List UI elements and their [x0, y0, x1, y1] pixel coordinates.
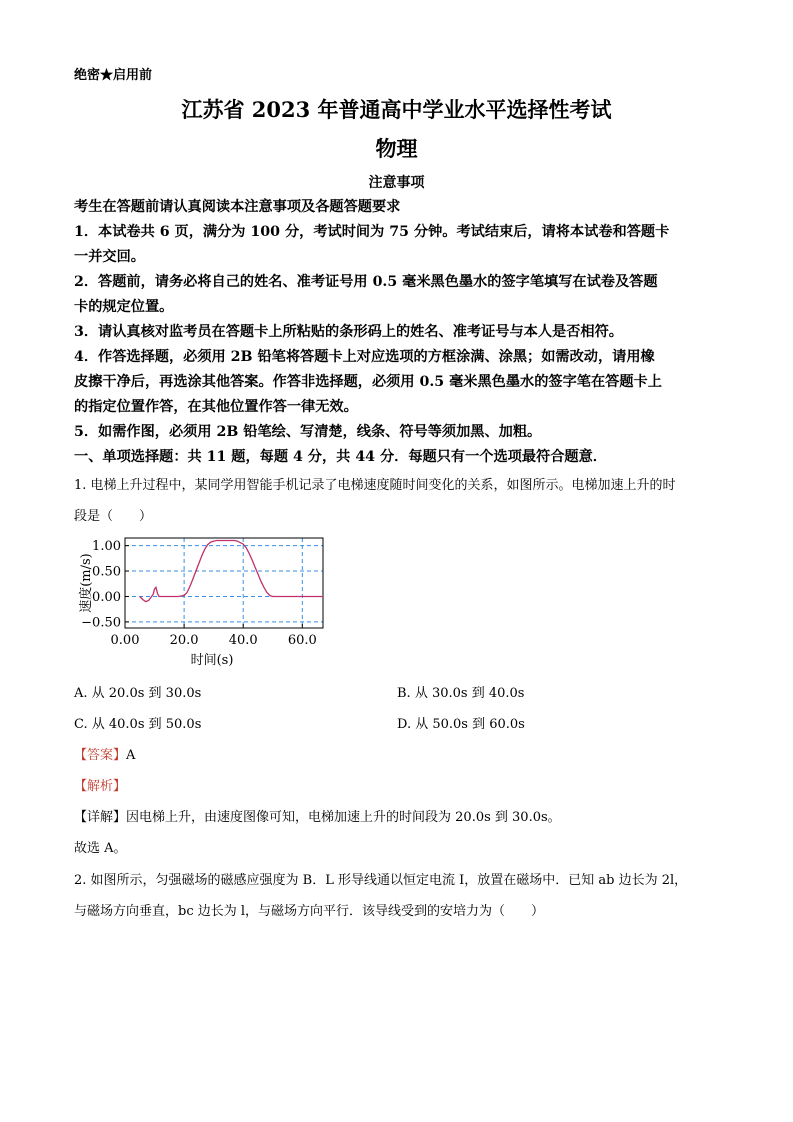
q2-stem-cont: 与磁场方向垂直，bc 边长为 l，与磁场方向平行．该导线受到的安培力为（ ） — [74, 904, 545, 919]
chart-ticks — [81, 539, 317, 648]
answer-line — [74, 744, 135, 763]
x-tick-label: 0.00 — [110, 633, 140, 648]
x-tick-label: 40.0 — [228, 633, 258, 648]
conclusion: 故选 A。 — [74, 841, 127, 856]
x-axis-label: 时间(s) — [190, 653, 234, 668]
y-tick-label: 1.00 — [92, 539, 121, 555]
option-d[interactable]: D. 从 50.0s 到 60.0s — [397, 717, 525, 732]
notice-title: 注意事项 — [368, 175, 425, 191]
plot-frame — [125, 538, 323, 628]
subject-title: 物理 — [375, 136, 418, 161]
notice-line: 4．作答选择题，必须用 2B 铅笔将答题卡上对应选项的方框涂满、涂黑；如需改动，请用橡 — [74, 349, 655, 365]
x-tick-label: 20.0 — [169, 633, 199, 648]
exam-title: 江苏省 2023 年普通高中学业水平选择性考试 — [181, 97, 612, 122]
notice-line: 1．本试卷共 6 页，满分为 100 分，考试时间为 75 分钟。考试结束后，请将本试卷和答题卡 — [74, 224, 670, 240]
notice-line: 2．答题前，请务必将自己的姓名、准考证号用 0.5 毫米黑色墨水的签字笔填写在试卷及答题 — [74, 274, 658, 290]
q1-stem: 1. 电梯上升过程中，某同学用智能手机记录了电梯速度随时间变化的关系，如图所示。电梯加速上升的时 — [74, 478, 676, 493]
detail-text: 因电梯上升，由速度图像可知，电梯加速上升的时间段为 20.0s 到 30.0s。 — [126, 810, 561, 825]
q1-stem-cont: 段是（ ） — [74, 509, 153, 524]
answer-value: A — [126, 748, 136, 763]
notice-line: 考生在答题前请认真阅读本注意事项及各题答题要求 — [74, 199, 401, 215]
detail-tag: 【详解】 — [74, 810, 127, 825]
notice-line: 3．请认真核对监考员在答题卡上所粘贴的条形码上的姓名、准考证号与本人是否相符。 — [74, 324, 623, 340]
confidential-mark: 绝密★启用前 — [74, 68, 153, 83]
option-a[interactable]: A. 从 20.0s 到 30.0s — [74, 686, 202, 701]
notice-line: 一并交回。 — [74, 249, 145, 265]
notice-line: 卡的规定位置。 — [74, 299, 174, 315]
chart-grid — [125, 538, 323, 628]
notice-line: 皮擦干净后，再选涂其他答案。作答非选择题，必须用 0.5 毫米黑色墨水的签字笔在答题卡上 — [74, 374, 662, 390]
analysis-tag: 【解析】 — [74, 779, 127, 794]
velocity-time-chart — [72, 530, 332, 670]
y-tick-label: 0.00 — [92, 589, 121, 605]
notice-line: 5．如需作图，必须用 2B 铅笔绘、写清楚，线条、符号等须加黑、加粗。 — [74, 424, 542, 440]
option-b[interactable]: B. 从 30.0s 到 40.0s — [397, 686, 525, 701]
x-tick-label: 60.0 — [287, 633, 317, 648]
detail-line — [74, 806, 561, 825]
y-axis-label: 速度(m/s) — [79, 553, 94, 613]
notice-line: 的指定位置作答，在其他位置作答一律无效。 — [74, 399, 358, 415]
option-c[interactable]: C. 从 40.0s 到 50.0s — [74, 717, 202, 732]
section-heading: 一、单项选择题：共 11 题，每题 4 分，共 44 分．每题只有一个选项最符合题意． — [74, 449, 607, 465]
answer-tag: 【答案】 — [74, 748, 127, 763]
y-tick-label: 0.50 — [92, 564, 121, 580]
q2-stem: 2. 如图所示，匀强磁场的磁感应强度为 B．L 形导线通以恒定电流 I，放置在磁场中．已知 ab 边长为 2l， — [74, 873, 688, 888]
y-tick-label: −0.50 — [81, 615, 121, 631]
